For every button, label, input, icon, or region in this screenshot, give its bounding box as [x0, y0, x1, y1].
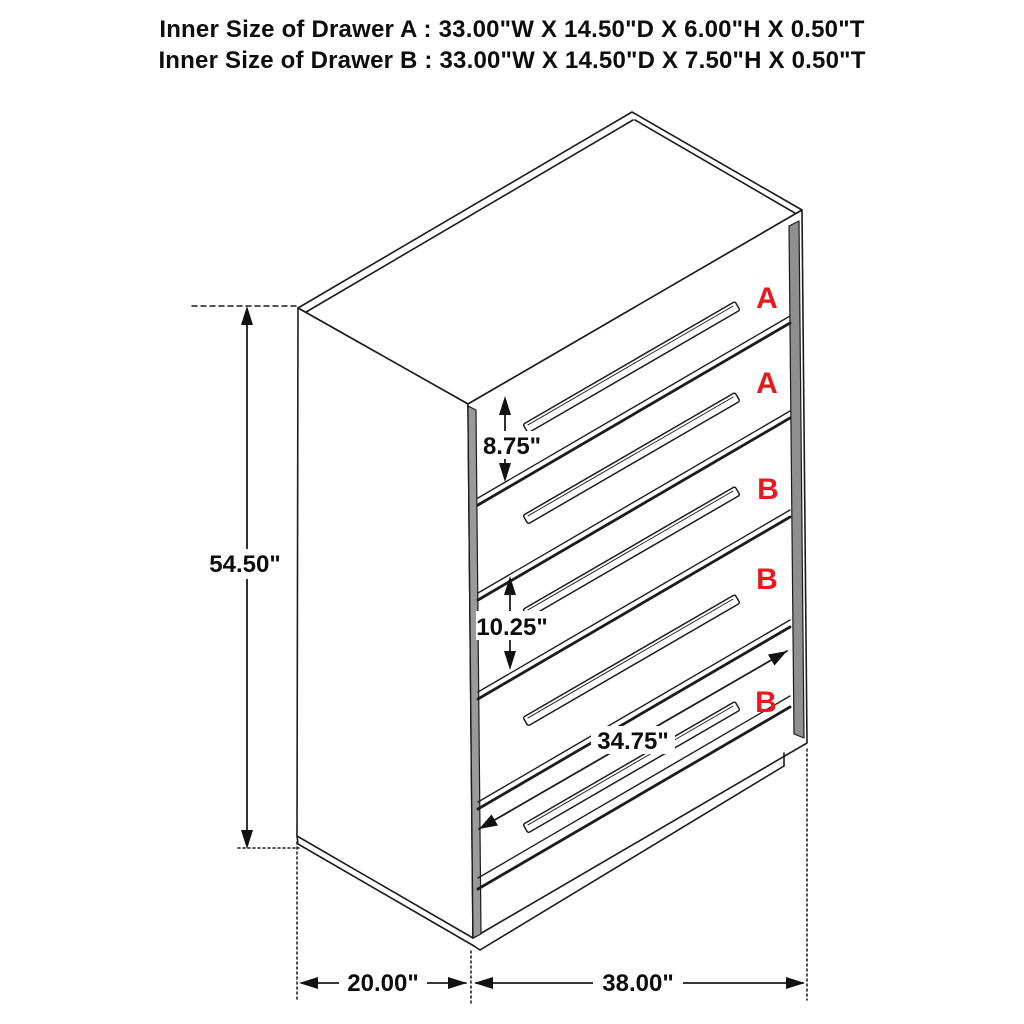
drawer-width-label: 34.75": [597, 728, 669, 755]
width-label: 38.00": [602, 970, 674, 997]
plinth-line: [474, 946, 480, 950]
drawer-4-letter: B: [756, 563, 778, 596]
overall-height-label: 54.50": [209, 551, 281, 578]
arrowhead-left: [474, 977, 493, 989]
drawer-a-height-label: 8.75": [482, 433, 542, 460]
arrowhead-right: [448, 977, 467, 989]
side-surface: [297, 308, 473, 938]
arrowhead-left: [299, 977, 318, 989]
arrowhead-right: [786, 977, 805, 989]
arrowhead-up: [241, 306, 253, 325]
drawer-b-height-label: 10.25": [476, 614, 548, 641]
drawer-1-letter: A: [756, 282, 778, 315]
arrowhead-down: [241, 830, 253, 849]
drawer-5-letter: B: [755, 686, 777, 719]
depth-label: 20.00": [347, 970, 419, 997]
inner-size-drawer-a-text: Inner Size of Drawer A : 33.00"W X 14.50"D X 6.00"H X 0.50"T: [159, 16, 865, 43]
inner-size-drawer-b-text: Inner Size of Drawer B : 33.00"W X 14.50"D X 7.50"H X 0.50"T: [158, 47, 866, 74]
drawer-3-letter: B: [757, 473, 779, 506]
cabinet-side-panel: [297, 308, 474, 946]
drawer-2-letter: A: [756, 367, 778, 400]
